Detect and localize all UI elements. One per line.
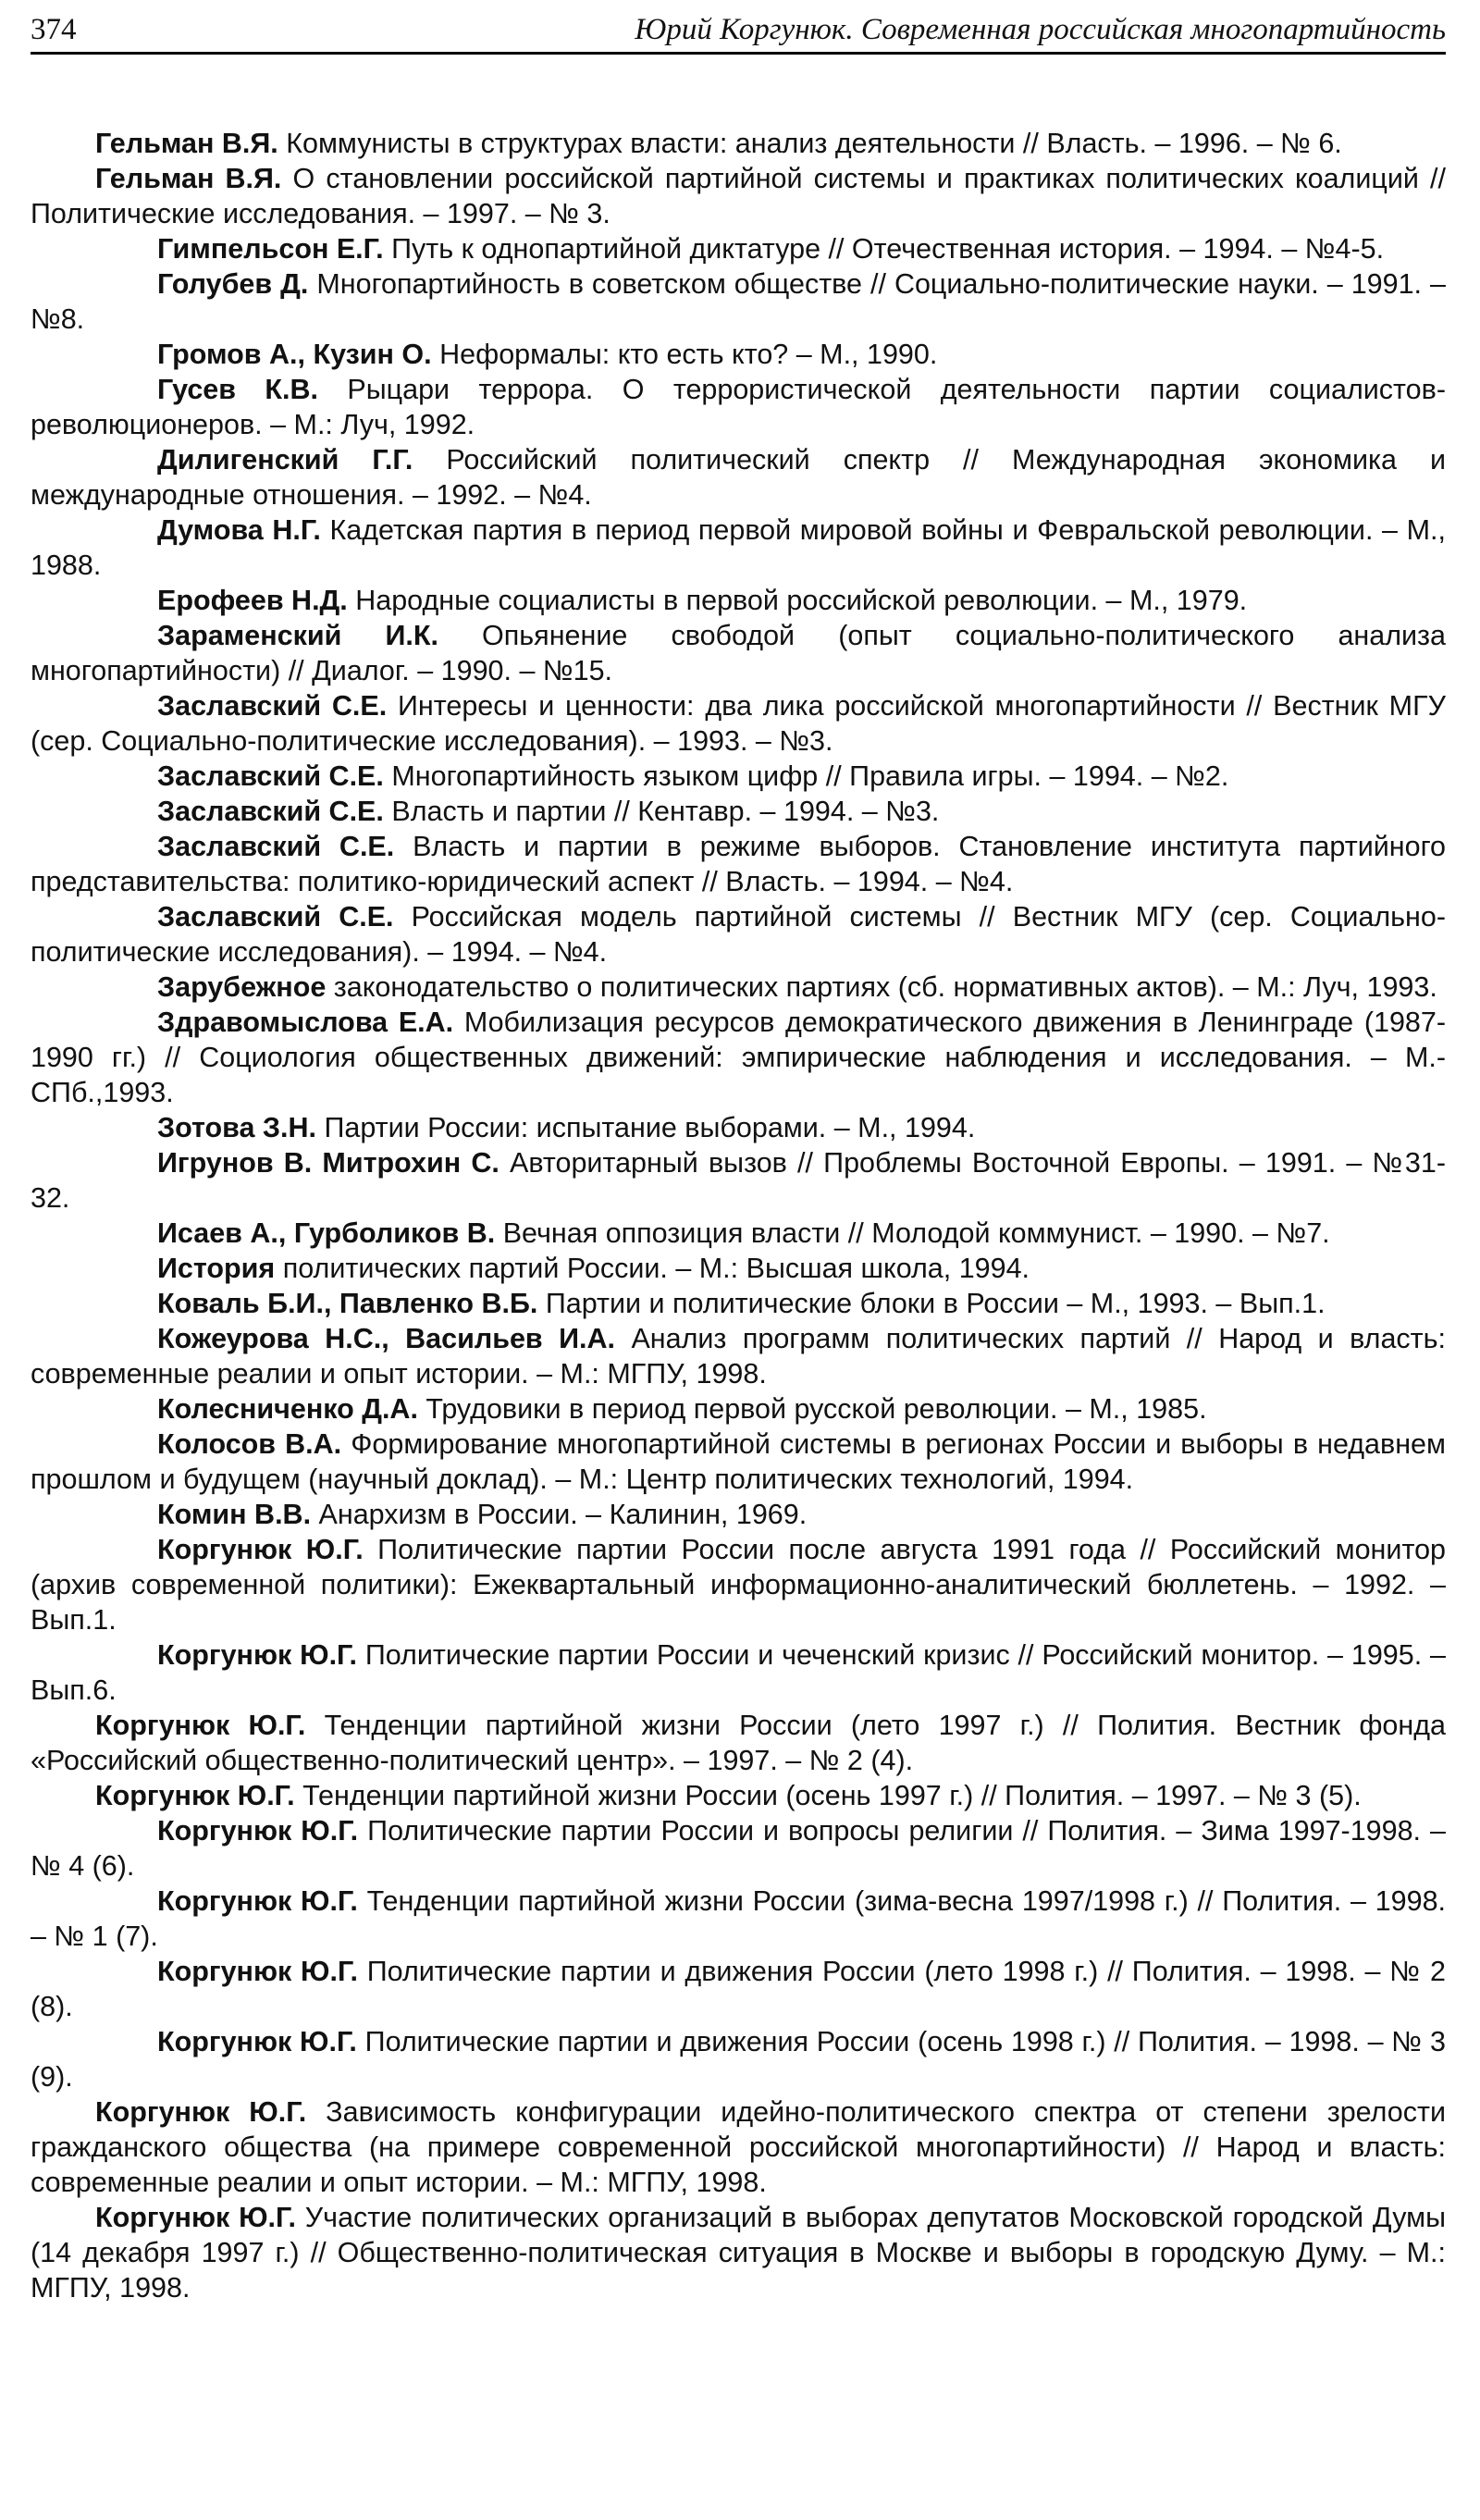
reference-text: Многопартийность языком цифр // Правила игры. – 1994. – №2. xyxy=(383,760,1229,792)
reference-entry xyxy=(31,1884,1446,1954)
reference-text: Партии и политические блоки в России – М., 1993. – Вып.1. xyxy=(537,1288,1326,1319)
reference-text: Мобилизация ресурсов демократического движения в Ленинграде (1987-1990 гг.) // Социология общественных движений: эмпирические наблюдения и исследования. – М.-СПб.,1993. xyxy=(31,1007,1446,1108)
reference-entry xyxy=(31,1778,1446,1813)
page-header xyxy=(31,6,1446,55)
reference-text: Народные социалисты в первой российской революции. – М., 1979. xyxy=(347,585,1248,616)
reference-text: Путь к однопартийной диктатуре // Отечественная история. – 1994. – №4-5. xyxy=(383,233,1385,265)
reference-entry xyxy=(31,337,1446,372)
reference-text: законодательство о политических партиях (сб. нормативных актов). – М.: Луч, 1993. xyxy=(326,971,1437,1003)
reference-entry xyxy=(31,1427,1446,1497)
bibliography-list xyxy=(31,126,1446,2305)
reference-entry xyxy=(31,2200,1446,2305)
reference-author: Заславский С.Е. xyxy=(157,796,384,827)
reference-author: Игрунов В. Митрохин С. xyxy=(157,1147,500,1179)
reference-author: Здравомыслова Е.А. xyxy=(157,1007,454,1038)
reference-author: Зарубежное xyxy=(157,971,327,1003)
reference-author: Колосов В.А. xyxy=(157,1428,342,1460)
reference-entry xyxy=(31,372,1446,442)
reference-entry xyxy=(31,126,1446,161)
reference-text: Тенденции партийной жизни России (лето 1997 г.) // Полития. Вестник фонда «Российский общественно-политический центр». – 1997. – № 2 (4). xyxy=(31,1710,1446,1776)
reference-author: Заславский С.Е. xyxy=(157,690,388,722)
reference-author: Думова Н.Г. xyxy=(157,514,321,546)
reference-entry xyxy=(31,794,1446,829)
reference-text: Участие политических организаций в выборах депутатов Московской городской Думы (14 декабря 1997 г.) // Общественно-политическая ситуация в Москве и выборы в городскую Думу. – М.: МГПУ, 1998. xyxy=(31,2202,1446,2304)
reference-author: Коргунюк Ю.Г. xyxy=(95,1710,306,1741)
reference-author: Гельман В.Я. xyxy=(95,163,282,194)
reference-text: Политические партии и движения России (осень 1998 г.) // Полития. – 1998. – № 3 (9). xyxy=(31,2026,1446,2093)
reference-entry xyxy=(31,1286,1446,1321)
reference-entry xyxy=(31,1391,1446,1427)
reference-entry xyxy=(31,618,1446,688)
reference-entry xyxy=(31,231,1446,266)
reference-author: Заславский С.Е. xyxy=(157,760,384,792)
reference-text: Политические партии России после августа 1991 года // Российский монитор (архив современной политики): Ежеквартальный информационно-аналитический бюллетень. – 1992. – Вып.1. xyxy=(31,1534,1446,1636)
reference-entry xyxy=(31,1110,1446,1145)
reference-entry xyxy=(31,1532,1446,1637)
reference-entry xyxy=(31,1497,1446,1532)
reference-author: История xyxy=(157,1253,276,1284)
reference-author: Заславский С.Е. xyxy=(157,831,395,862)
reference-text: Формирование многопартийной системы в регионах России и выборы в недавнем прошлом и будущем (научный доклад). – М.: Центр политических технологий, 1994. xyxy=(31,1428,1446,1495)
reference-author: Коргунюк Ю.Г. xyxy=(157,1815,359,1847)
reference-author: Зотова З.Н. xyxy=(157,1112,317,1143)
reference-text: Тенденции партийной жизни России (зима-весна 1997/1998 г.) // Полития. – 1998. – № 1 (7). xyxy=(31,1885,1447,1952)
reference-author: Коргунюк Ю.Г. xyxy=(157,1534,364,1565)
reference-entry xyxy=(31,1708,1446,1778)
reference-author: Коргунюк Ю.Г. xyxy=(95,2096,307,2128)
reference-author: Коргунюк Ю.Г. xyxy=(157,2026,357,2057)
reference-author: Коргунюк Ю.Г. xyxy=(95,1780,295,1811)
reference-text: Власть и партии // Кентавр. – 1994. – №3. xyxy=(383,796,940,827)
reference-entry xyxy=(31,970,1446,1005)
reference-text: политических партий России. – М.: Высшая школа, 1994. xyxy=(275,1253,1030,1284)
reference-author: Заславский С.Е. xyxy=(157,901,394,933)
reference-text: Власть и партии в режиме выборов. Становление института партийного представительства: политико-юридический аспект // Власть. – 1994. – №4. xyxy=(31,831,1446,897)
reference-text: Трудовики в период первой русской революции. – М., 1985. xyxy=(417,1393,1207,1425)
reference-text: Политические партии России и вопросы религии // Полития. – Зима 1997-1998. – № 4 (6). xyxy=(31,1815,1446,1882)
reference-text: Опьянение свободой (опыт социально-политического анализа многопартийности) // Диалог. – 1990. – №15. xyxy=(31,620,1446,686)
reference-text: Тенденции партийной жизни России (осень 1997 г.) // Полития. – 1997. – № 3 (5). xyxy=(294,1780,1362,1811)
reference-text: Вечная оппозиция власти // Молодой коммунист. – 1990. – №7. xyxy=(495,1217,1330,1249)
reference-entry xyxy=(31,829,1446,899)
reference-entry xyxy=(31,2094,1446,2200)
reference-entry xyxy=(31,2024,1446,2094)
reference-author: Коваль Б.И., Павленко В.Б. xyxy=(157,1288,538,1319)
reference-text: Анализ программ политических партий // Народ и власть: современные реалии и опыт истории. – М.: МГПУ, 1998. xyxy=(31,1323,1446,1390)
reference-entry xyxy=(31,1005,1446,1110)
reference-entry xyxy=(31,899,1446,970)
reference-author: Громов А., Кузин О. xyxy=(157,339,432,370)
reference-entry xyxy=(31,759,1446,794)
reference-text: Неформалы: кто есть кто? – М., 1990. xyxy=(431,339,938,370)
reference-text: Многопартийность в советском обществе // Социально-политические науки. – 1991. – №8. xyxy=(31,268,1446,335)
reference-entry xyxy=(31,1251,1446,1286)
reference-text: Интересы и ценности: два лика российской многопартийности // Вестник МГУ (сер. Социально-политические исследования). – 1993. – №3. xyxy=(31,690,1446,757)
reference-text: О становлении российской партийной системы и практиках политических коалиций // Политические исследования. – 1997. – № 3. xyxy=(31,163,1446,229)
reference-text: Авторитарный вызов // Проблемы Восточной Европы. – 1991. – №31-32. xyxy=(31,1147,1446,1214)
reference-entry xyxy=(31,161,1446,231)
reference-author: Гусев К.В. xyxy=(157,374,318,405)
reference-author: Голубев Д. xyxy=(157,268,309,300)
reference-entry xyxy=(31,442,1446,513)
reference-author: Дилигенский Г.Г. xyxy=(157,444,413,476)
reference-author: Кожеурова Н.С., Васильев И.А. xyxy=(157,1323,615,1354)
reference-text: Политические партии России и чеченский кризис // Российский монитор. – 1995. – Вып.6. xyxy=(31,1639,1446,1706)
reference-text: Зависимость конфигурации идейно-политического спектра от степени зрелости гражданского общества (на примере современной российской многопартийности) // Народ и власть: современные реалии и опыт истории. – М.: МГПУ, 1998. xyxy=(31,2096,1446,2198)
reference-entry xyxy=(31,513,1446,583)
reference-author: Коргунюк Ю.Г. xyxy=(95,2202,296,2233)
reference-text: Коммунисты в структурах власти: анализ деятельности // Власть. – 1996. – № 6. xyxy=(278,128,1342,159)
reference-author: Комин В.В. xyxy=(157,1499,312,1530)
reference-entry xyxy=(31,1637,1446,1708)
reference-entry xyxy=(31,1954,1446,2024)
reference-text: Политические партии и движения России (лето 1998 г.) // Полития. – 1998. – № 2 (8). xyxy=(31,1956,1446,2022)
reference-text: Российская модель партийной системы // Вестник МГУ (сер. Социально-политические исследования). – 1994. – №4. xyxy=(31,901,1446,968)
reference-author: Гимпельсон Е.Г. xyxy=(157,233,384,265)
page-number: 374 xyxy=(31,13,77,46)
reference-entry xyxy=(31,1145,1446,1216)
running-title: Юрий Коргунюк. Современная российская многопартийность xyxy=(635,13,1446,46)
reference-entry xyxy=(31,1216,1446,1251)
reference-author: Гельман В.Я. xyxy=(95,128,278,159)
reference-text: Анархизм в России. – Калинин, 1969. xyxy=(311,1499,808,1530)
reference-entry xyxy=(31,266,1446,337)
reference-text: Партии России: испытание выборами. – М., 1994. xyxy=(316,1112,976,1143)
reference-text: Кадетская партия в период первой мировой войны и Февральской революции. – М., 1988. xyxy=(31,514,1446,581)
reference-author: Ерофеев Н.Д. xyxy=(157,585,348,616)
reference-text: Рыцари террора. О террористической деятельности партии социалистов-революционеров. – М.: Луч, 1992. xyxy=(31,374,1446,440)
reference-entry xyxy=(31,583,1446,618)
reference-entry xyxy=(31,688,1446,759)
reference-entry xyxy=(31,1813,1446,1884)
reference-author: Коргунюк Ю.Г. xyxy=(157,1639,357,1671)
reference-author: Колесниченко Д.А. xyxy=(157,1393,418,1425)
reference-author: Коргунюк Ю.Г. xyxy=(157,1956,358,1987)
reference-entry xyxy=(31,1321,1446,1391)
reference-author: Исаев А., Гурболиков В. xyxy=(157,1217,496,1249)
reference-text: Российский политический спектр // Международная экономика и международные отношения. – 1992. – №4. xyxy=(31,444,1447,511)
reference-author: Коргунюк Ю.Г. xyxy=(157,1885,358,1917)
reference-author: Зараменский И.К. xyxy=(157,620,438,651)
